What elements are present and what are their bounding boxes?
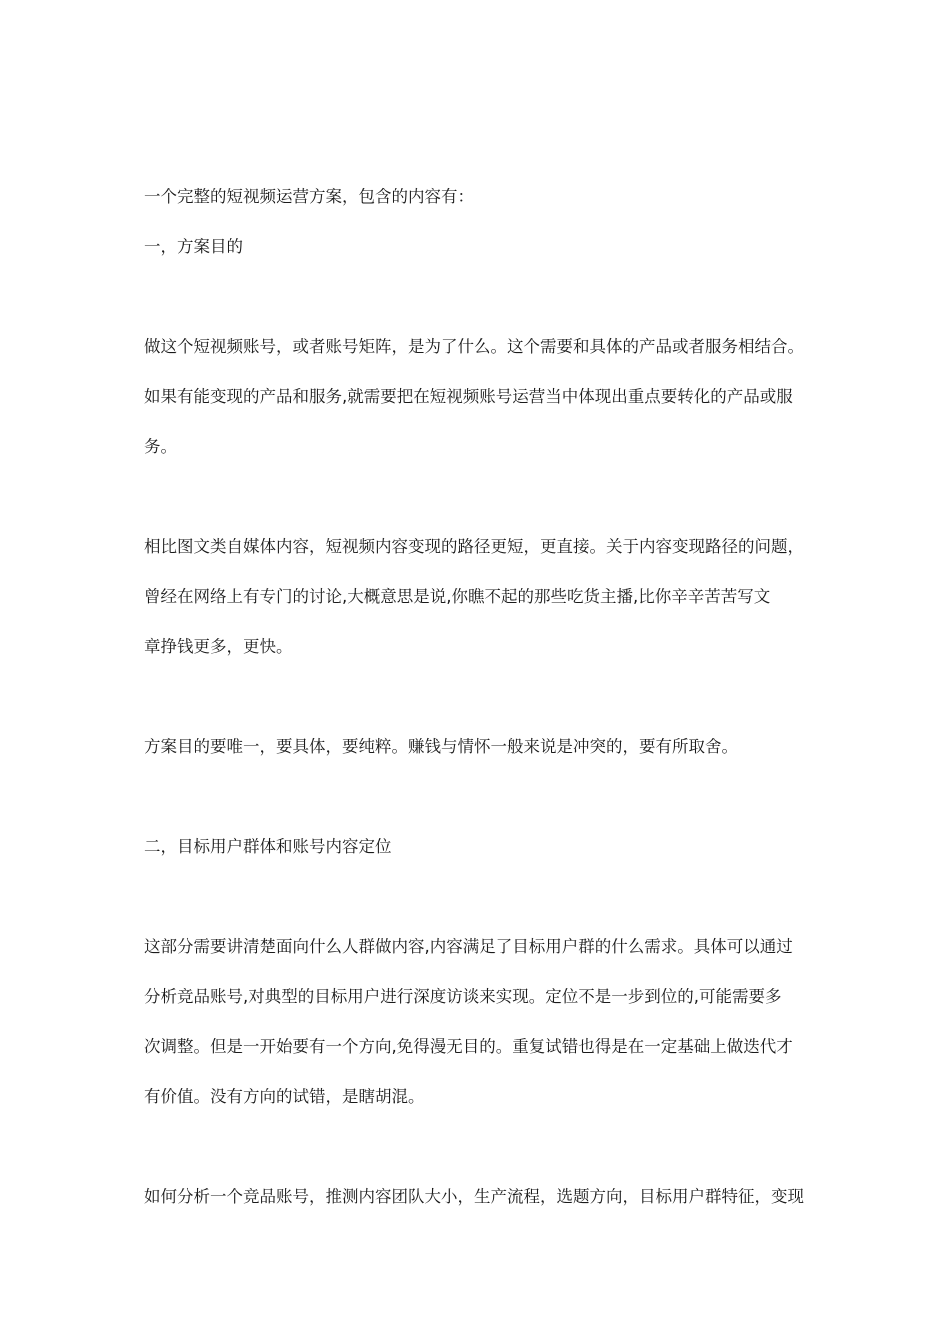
- paragraph-line: 做这个短视频账号，或者账号矩阵，是为了什么。这个需要和具体的产品或者服务相结合。: [144, 337, 804, 356]
- paragraph-line: 方案目的要唯一，要具体，要纯粹。赚钱与情怀一般来说是冲突的，要有所取舍。: [144, 737, 738, 756]
- blank-line: [144, 672, 816, 722]
- blank-line: [144, 872, 816, 922]
- paragraph-line: 相比图文类自媒体内容，短视频内容变现的路径更短，更直接。关于内容变现路径的问题，: [144, 537, 804, 556]
- section-heading-2: 二，目标用户群体和账号内容定位: [144, 837, 392, 856]
- intro-line: 一个完整的短视频运营方案，包含的内容有：: [144, 187, 474, 206]
- paragraph-line: 章挣钱更多，更快。: [144, 637, 293, 656]
- paragraph-line: 这部分需要讲清楚面向什么人群做内容,内容满足了目标用户群的什么需求。具体可以通过: [144, 937, 793, 956]
- paragraph-line: 有价值。没有方向的试错，是瞎胡混。: [144, 1087, 425, 1106]
- blank-line: [144, 772, 816, 822]
- paragraph-line: 如何分析一个竞品账号，推测内容团队大小，生产流程，选题方向，目标用户群特征，变现: [144, 1187, 804, 1206]
- paragraph-line: 务。: [144, 437, 177, 456]
- blank-line: [144, 472, 816, 522]
- document-body: [144, 172, 816, 1222]
- section-heading-1: 一，方案目的: [144, 237, 243, 256]
- paragraph-line: 曾经在网络上有专门的讨论,大概意思是说,你瞧不起的那些吃货主播,比你辛辛苦苦写文: [144, 587, 771, 606]
- blank-line: [144, 1122, 816, 1172]
- paragraph-line: 分析竞品账号,对典型的目标用户进行深度访谈来实现。定位不是一步到位的,可能需要多: [144, 987, 782, 1006]
- paragraph-line: 次调整。但是一开始要有一个方向,免得漫无目的。重复试错也得是在一定基础上做迭代才: [144, 1037, 793, 1056]
- blank-line: [144, 272, 816, 322]
- paragraph-line: 如果有能变现的产品和服务,就需要把在短视频账号运营当中体现出重点要转化的产品或服: [144, 387, 793, 406]
